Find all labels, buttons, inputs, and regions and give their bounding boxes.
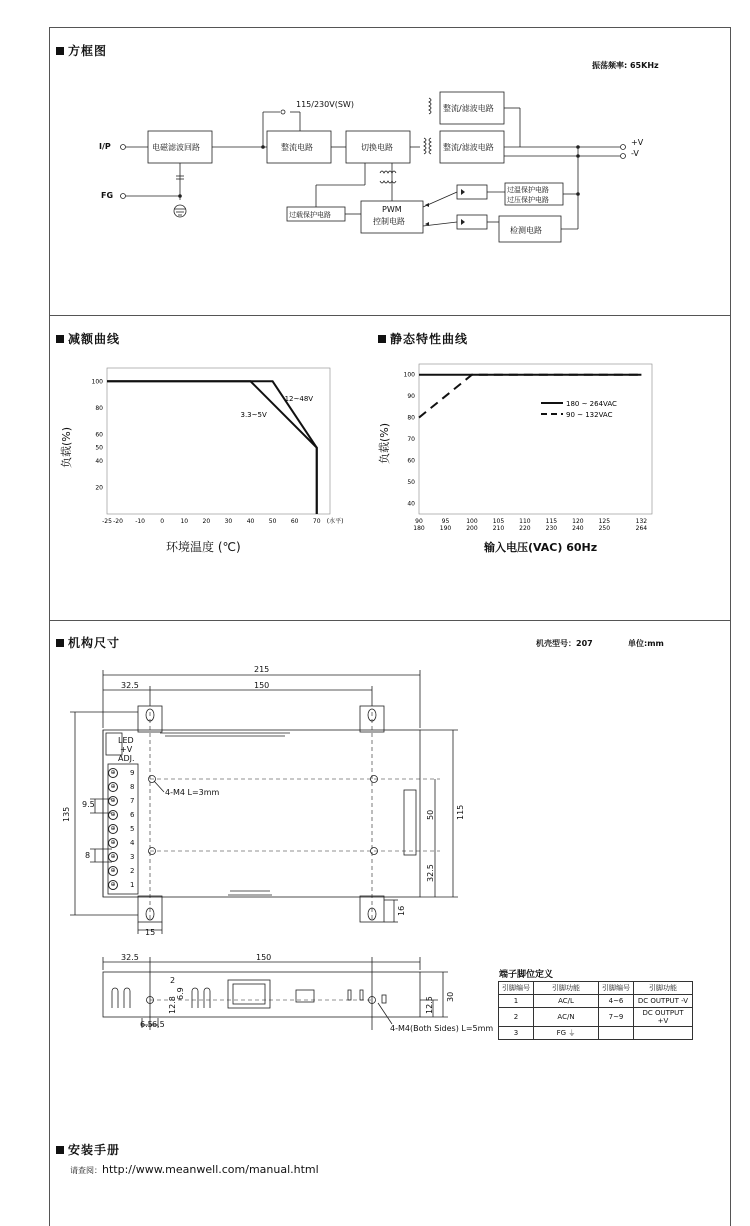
x-tick-label: 95 xyxy=(441,518,450,525)
y-tick-label: 100 xyxy=(403,371,415,379)
terminal-number: 8 xyxy=(130,783,135,791)
switching-box: 切换电路 xyxy=(361,143,393,152)
table-header: 引脚编号 xyxy=(599,982,634,995)
x-tick-label: 110 xyxy=(519,518,531,525)
y-tick-label: 70 xyxy=(407,436,415,443)
table-cell: 7~9 xyxy=(599,1008,634,1027)
terminal-screw-icon: ⊕ xyxy=(108,852,118,862)
terminal-number: 3 xyxy=(130,853,135,861)
x-tick-label: 90 xyxy=(415,518,423,525)
terminal-row xyxy=(108,822,138,836)
x-tick-label: 132 xyxy=(635,518,648,525)
derating-ylabel: 负载(%) xyxy=(60,426,73,468)
y-tick-label: 90 xyxy=(407,393,415,401)
table-cell: 4~6 xyxy=(599,995,634,1008)
derating-title: 减额曲线 xyxy=(56,330,120,347)
dim-8: 8 xyxy=(85,851,91,860)
terminal-row xyxy=(108,864,138,878)
emi-filter-box: 电磁滤波回路 xyxy=(152,143,200,152)
dim-50: 50 xyxy=(426,809,435,820)
table-cell: AC/L xyxy=(534,995,599,1008)
dim-150: 150 xyxy=(254,681,270,690)
terminal-number: 7 xyxy=(130,797,135,805)
terminal-screw-icon: ⊕ xyxy=(108,768,118,778)
series-label: 3.3~5V xyxy=(240,411,267,420)
x-unit-label: (水平) xyxy=(326,518,344,525)
legend-label: 90 ~ 132VAC xyxy=(566,411,613,419)
side-dim-6-9: 6.9 xyxy=(176,987,185,1000)
install-note xyxy=(70,1163,319,1176)
side-dim-6-5a: 6.5 xyxy=(140,1020,153,1029)
terminal-row xyxy=(108,766,138,780)
x-tick-label: 250 xyxy=(598,525,611,532)
terminal-screw-icon: ⊕ xyxy=(108,838,118,848)
rectifier-box: 整流电路 xyxy=(281,143,313,152)
y-tick-label: 40 xyxy=(407,500,415,508)
terminal-row xyxy=(108,780,138,794)
legend-label: 180 ~ 264VAC xyxy=(566,400,617,408)
x-tick-label: 220 xyxy=(519,525,531,532)
x-tick-label: -25 xyxy=(102,518,112,525)
terminal-number: 9 xyxy=(130,769,135,777)
unit-label: 单位:mm xyxy=(628,639,664,648)
side-dim-2: 2 xyxy=(170,976,176,985)
terminal-row xyxy=(108,878,138,892)
manual-link[interactable]: http://www.meanwell.com/manual.html xyxy=(102,1163,319,1176)
table-row xyxy=(499,1008,693,1027)
y-tick-label: 50 xyxy=(407,478,415,486)
x-tick-label: 30 xyxy=(224,518,233,525)
terminal-screw-icon: ⊕ xyxy=(108,880,118,890)
x-tick-label: 190 xyxy=(439,525,452,532)
y-tick-label: 80 xyxy=(407,414,415,422)
minus-v-output: -V xyxy=(631,149,639,158)
table-cell xyxy=(634,1027,693,1040)
detection-box: 检测电路 xyxy=(510,226,542,235)
x-tick-label: 100 xyxy=(466,518,478,525)
series-label: 12~48V xyxy=(284,395,314,404)
ovp-box: 过压保护电路 xyxy=(507,196,549,204)
x-tick-label: 20 xyxy=(202,518,211,525)
table-cell: FG ⏚ xyxy=(534,1027,599,1040)
table-cell: AC/N xyxy=(534,1008,599,1027)
y-tick-label: 60 xyxy=(95,431,103,439)
terminal-number: 6 xyxy=(130,811,135,819)
dim-115: 115 xyxy=(456,804,465,820)
table-cell xyxy=(599,1027,634,1040)
static-title: 静态特性曲线 xyxy=(378,330,468,347)
table-header: 引脚功能 xyxy=(634,982,693,995)
case-number: 机壳型号：207 xyxy=(536,639,593,648)
pwm-label: PWM xyxy=(382,205,402,214)
y-tick-label: 60 xyxy=(407,457,415,465)
y-tick-label: 50 xyxy=(95,444,103,452)
terminal-screw-icon: ⊕ xyxy=(108,824,118,834)
table-cell: 3 xyxy=(499,1027,534,1040)
x-tick-label: 240 xyxy=(572,525,584,532)
derating-xlabel: 环境温度 (℃) xyxy=(166,540,241,554)
x-tick-label: -10 xyxy=(135,518,146,525)
side-dim-12-5: 12.5 xyxy=(425,996,434,1014)
ip-label: I/P xyxy=(99,142,111,151)
otp-box: 过温保护电路 xyxy=(507,186,549,194)
x-tick-label: 50 xyxy=(268,518,277,525)
terminal-row xyxy=(108,794,138,808)
terminal-number: 2 xyxy=(130,867,135,875)
fg-label: FG xyxy=(101,191,114,200)
x-tick-label: 200 xyxy=(466,525,478,532)
side-dim-6-5b: 6.5 xyxy=(152,1020,165,1029)
table-cell: DC OUTPUT -V xyxy=(634,995,693,1008)
x-tick-label: 70 xyxy=(312,518,321,525)
dim-32-5: 32.5 xyxy=(121,681,139,690)
x-tick-label: -20 xyxy=(113,518,123,525)
dim-16: 16 xyxy=(397,905,406,916)
terminal-screw-icon: ⊕ xyxy=(108,796,118,806)
x-tick-label: 60 xyxy=(290,518,299,525)
table-header: 引脚功能 xyxy=(534,982,599,995)
terminal-screw-icon: ⊕ xyxy=(108,866,118,876)
voltage-switch-label: 115/230V(SW) xyxy=(296,100,354,109)
mechanical-title: 机构尺寸 xyxy=(56,634,120,651)
adj-label: ADJ. xyxy=(118,754,135,763)
y-tick-label: 80 xyxy=(95,404,103,412)
dim-215: 215 xyxy=(254,665,270,674)
table-row xyxy=(499,995,693,1008)
pin-table xyxy=(498,981,693,1040)
m4-screw-note: 4-M4 L=3mm xyxy=(165,788,220,797)
plus-v-output: +V xyxy=(631,138,644,147)
pin-table-title: 端子脚位定义 xyxy=(499,970,554,980)
terminal-number: 5 xyxy=(130,825,135,833)
x-tick-label: 40 xyxy=(246,518,255,525)
x-tick-label: 0 xyxy=(160,518,165,525)
side-dim-150: 150 xyxy=(256,953,272,962)
table-cell: DC OUTPUT +V xyxy=(634,1008,693,1027)
y-tick-label: 40 xyxy=(95,457,103,465)
x-tick-label: 105 xyxy=(492,518,505,525)
y-tick-label: 100 xyxy=(91,378,103,386)
side-dim-12-8: 12.8 xyxy=(168,996,177,1014)
plus-v-label: +V xyxy=(120,745,133,754)
terminal-screw-icon: ⊕ xyxy=(108,810,118,820)
x-tick-label: 180 xyxy=(413,525,425,532)
side-dim-30: 30 xyxy=(446,991,455,1002)
olp-box: 过载保护电路 xyxy=(289,211,331,219)
table-header-row xyxy=(499,982,693,995)
terminal-number: 1 xyxy=(130,881,135,889)
terminal-number: 4 xyxy=(130,839,135,847)
static-ylabel: 负载(%) xyxy=(378,422,391,464)
side-dim-32-5: 32.5 xyxy=(121,953,139,962)
pwm-control-label: 控制电路 xyxy=(373,217,405,226)
static-xlabel: 输入电压(VAC) 60Hz xyxy=(484,541,598,554)
osc-frequency: 振荡频率: 65KHz xyxy=(592,61,659,70)
block-diagram-title: 方框图 xyxy=(56,42,107,59)
terminal-row xyxy=(108,836,138,850)
dim-9-5: 9.5 xyxy=(82,800,95,809)
table-cell: 2 xyxy=(499,1008,534,1027)
m4-both-sides-note: 4-M4(Both Sides) L=5mm xyxy=(390,1024,494,1033)
x-tick-label: 264 xyxy=(635,525,648,532)
install-title: 安装手册 xyxy=(56,1141,120,1158)
terminal-row xyxy=(108,808,138,822)
table-row xyxy=(499,1027,693,1040)
table-header: 引脚编号 xyxy=(499,982,534,995)
x-tick-label: 115 xyxy=(545,518,558,525)
rectifier-filter-box-1: 整流/滤波电路 xyxy=(443,104,494,113)
dim-15: 15 xyxy=(145,928,156,937)
x-tick-label: 10 xyxy=(180,518,189,525)
table-cell: 1 xyxy=(499,995,534,1008)
x-tick-label: 120 xyxy=(572,518,584,525)
terminal-screw-icon: ⊕ xyxy=(108,782,118,792)
rectifier-filter-box-2: 整流/滤波电路 xyxy=(443,143,494,152)
x-tick-label: 230 xyxy=(545,525,558,532)
terminal-block xyxy=(108,766,138,892)
dim-32-5b: 32.5 xyxy=(426,864,435,882)
x-tick-label: 210 xyxy=(492,525,505,532)
x-tick-label: 125 xyxy=(598,518,611,525)
terminal-row xyxy=(108,850,138,864)
y-tick-label: 20 xyxy=(95,484,103,492)
dim-135: 135 xyxy=(62,806,71,822)
install-prefix: 请查阅： xyxy=(70,1166,102,1175)
led-label: LED xyxy=(118,736,134,745)
